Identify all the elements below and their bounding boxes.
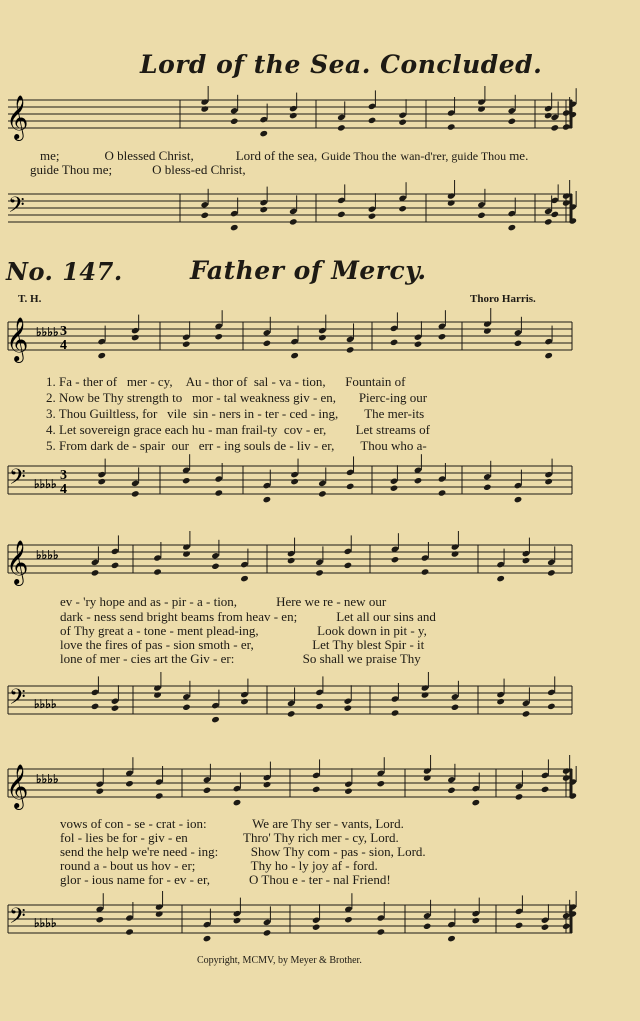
note-head: [515, 922, 524, 929]
note-head: [390, 485, 399, 492]
note-head: [344, 562, 353, 569]
svg-text:𝄞: 𝄞: [6, 764, 29, 808]
note-head: [522, 557, 531, 564]
note-head: [315, 569, 324, 576]
verse-line: fol - lies be for - giv - en Thro' Thy rich mer - cy, Lord.: [60, 830, 399, 845]
note-head: [544, 478, 553, 485]
svg-text:4: 4: [60, 482, 67, 497]
note-head: [541, 924, 550, 931]
note-head: [547, 569, 556, 576]
svg-text:3: 3: [60, 468, 67, 483]
copyright-notice: Copyright, MCMV, by Meyer & Brother.: [197, 955, 362, 966]
note-head: [562, 123, 571, 130]
svg-text:𝄢: 𝄢: [9, 685, 26, 715]
note-head: [391, 556, 400, 563]
treble-staff-concluded: [0, 92, 640, 142]
note-head: [515, 793, 524, 800]
note-head: [315, 703, 324, 710]
verse-line: ev - 'ry hope and as - pir - a - tion, Here we re - new our: [60, 594, 387, 609]
note-head: [131, 334, 140, 341]
note-head: [240, 575, 249, 582]
verse-line: 4. Let sovereign grace each hu - man frail-ty cov - er, Let streams of: [46, 422, 430, 437]
note-head: [233, 917, 242, 924]
verse-line: 2. Now be Thy strength to mor - tal weakness giv - en, Pierc-ing our: [46, 390, 428, 405]
bass-staff-2: [0, 678, 640, 728]
svg-text:♭♭♭♭: ♭♭♭♭: [34, 697, 57, 711]
note-head: [447, 199, 456, 206]
note-head: [211, 563, 220, 570]
note-head: [287, 710, 296, 717]
note-head: [398, 119, 407, 126]
note-head: [312, 924, 321, 931]
note-head: [477, 212, 486, 219]
note-head: [508, 224, 517, 231]
svg-text:♭♭♭♭: ♭♭♭♭: [36, 325, 59, 339]
note-head: [344, 916, 353, 923]
hymn-title: Father of Mercy.: [190, 256, 427, 285]
note-head: [346, 483, 355, 490]
note-head: [259, 130, 268, 137]
note-head: [91, 569, 100, 576]
note-head: [153, 691, 162, 698]
verse-line: 3. Thou Guiltless, for vile sin - ners in - ter - ced - ing, The mer-its: [46, 406, 425, 421]
svg-text:♭♭♭♭: ♭♭♭♭: [34, 477, 57, 491]
svg-text:𝄢: 𝄢: [8, 193, 25, 223]
treble-staff-3: [0, 761, 640, 811]
note-head: [438, 489, 447, 496]
note-head: [514, 496, 523, 503]
note-head: [368, 213, 377, 220]
note-head: [562, 774, 571, 781]
note-head: [514, 340, 523, 347]
note-head: [96, 916, 105, 923]
note-head: [153, 568, 162, 575]
note-head: [97, 478, 106, 485]
note-head: [155, 792, 164, 799]
note-head: [131, 490, 140, 497]
note-head: [447, 935, 456, 942]
note-head: [240, 698, 249, 705]
note-head: [111, 562, 120, 569]
note-head: [287, 557, 296, 564]
note-head: [483, 327, 492, 334]
note-head: [203, 935, 212, 942]
note-head: [477, 105, 486, 112]
note-head: [522, 710, 531, 717]
note-head: [544, 218, 553, 225]
note-head: [230, 118, 239, 125]
note-head: [544, 352, 553, 359]
verse-line: 1. Fa - ther of mer - cy, Au - thor of sal - va - tion, Fountain of: [46, 374, 406, 389]
note-head: [203, 787, 212, 794]
note-head: [483, 484, 492, 491]
bass-staff-concluded: [0, 186, 640, 236]
note-head: [346, 346, 355, 353]
svg-text:𝄞: 𝄞: [6, 317, 29, 361]
verse-line: glor - ious name for - ev - er, O Thou e - ter - nal Friend!: [60, 872, 391, 887]
note-head: [230, 224, 239, 231]
hymn-number: No. 147.: [6, 257, 123, 286]
note-head: [214, 333, 223, 340]
note-head: [550, 211, 559, 218]
section-title: Lord of the Sea. Concluded.: [140, 50, 543, 79]
note-head: [544, 112, 553, 119]
note-head: [562, 923, 571, 930]
note-head: [398, 205, 407, 212]
note-head: [96, 788, 105, 795]
note-head: [200, 105, 209, 112]
note-head: [289, 112, 298, 119]
note-head: [290, 478, 299, 485]
note-head: [344, 788, 353, 795]
note-head: [390, 339, 399, 346]
verse-line: love the fires of pas - sion smoth - er, Let Thy blest Spir - it: [60, 637, 425, 652]
note-head: [438, 333, 447, 340]
treble-staff-1: [0, 314, 640, 364]
note-head: [263, 781, 272, 788]
note-head: [541, 786, 550, 793]
note-head: [263, 929, 272, 936]
note-head: [155, 910, 164, 917]
note-head: [447, 123, 456, 130]
note-head: [421, 691, 430, 698]
music-credit: Thoro Harris.: [470, 293, 536, 305]
note-head: [337, 124, 346, 131]
note-head: [377, 780, 386, 787]
note-head: [472, 799, 481, 806]
verse-line: of Thy great a - tone - ment plead-ing, Look down in pit - y,: [60, 623, 427, 638]
note-head: [312, 786, 321, 793]
note-head: [200, 212, 209, 219]
note-head: [496, 698, 505, 705]
note-head: [97, 352, 106, 359]
note-head: [337, 211, 346, 218]
note-head: [547, 703, 556, 710]
verse-line: vows of con - se - crat - ion: We are Thy ser - vants, Lord.: [60, 816, 404, 831]
note-head: [496, 575, 505, 582]
note-head: [423, 774, 432, 781]
note-head: [91, 703, 100, 710]
svg-text:♭♭♭♭: ♭♭♭♭: [34, 916, 57, 930]
note-head: [290, 352, 299, 359]
note-head: [421, 568, 430, 575]
note-head: [263, 340, 272, 347]
time-sig-top: 3: [60, 324, 67, 339]
bass-staff-1: [0, 458, 640, 508]
note-head: [550, 124, 559, 131]
svg-text:𝄢: 𝄢: [9, 904, 26, 934]
note-head: [125, 928, 134, 935]
note-head: [451, 550, 460, 557]
note-head: [423, 923, 432, 930]
lyric-line: me; O blessed Christ, Lord of the sea, Guide Thou the wan-d'rer, guide Thou me.: [40, 148, 529, 163]
svg-text:♭♭♭♭: ♭♭♭♭: [36, 772, 59, 786]
note-head: [182, 477, 191, 484]
note-head: [377, 928, 386, 935]
note-head: [182, 550, 191, 557]
note-head: [344, 705, 353, 712]
note-head: [111, 705, 120, 712]
note-head: [451, 704, 460, 711]
note-head: [391, 709, 400, 716]
note-head: [233, 799, 242, 806]
note-head: [368, 117, 377, 124]
note-head: [211, 716, 220, 723]
svg-text:𝄢: 𝄢: [9, 465, 26, 495]
note-head: [182, 341, 191, 348]
note-head: [214, 489, 223, 496]
svg-text:♭♭♭♭: ♭♭♭♭: [36, 548, 59, 562]
note-head: [259, 206, 268, 213]
verse-line: dark - ness send bright beams from heav - en; Let all our sins and: [60, 609, 436, 624]
note-head: [263, 496, 272, 503]
note-head: [447, 787, 456, 794]
verse-line: round a - bout us hov - er; Thy ho - ly joy af - ford.: [60, 858, 378, 873]
verse-line: send the help we're need - ing: Show Thy com - pas - sion, Lord.: [60, 844, 426, 859]
words-credit: T. H.: [18, 293, 42, 305]
lyric-line: guide Thou me; O bless-ed Christ,: [30, 162, 246, 177]
treble-staff-2: [0, 537, 640, 587]
time-sig-bottom: 4: [60, 338, 67, 353]
note-head: [318, 334, 327, 341]
verse-line: lone of mer - cies art the Giv - er: So shall we praise Thy: [60, 651, 421, 666]
note-head: [508, 118, 517, 125]
note-head: [414, 477, 423, 484]
svg-text:𝄞: 𝄞: [6, 95, 29, 139]
note-head: [125, 780, 134, 787]
note-head: [562, 199, 571, 206]
note-head: [472, 917, 481, 924]
note-head: [414, 341, 423, 348]
bass-staff-3: [0, 897, 640, 947]
svg-text:𝄞: 𝄞: [6, 540, 29, 584]
verse-line: 5. From dark de - spair our err - ing souls de - liv - er, Thou who a-: [46, 438, 427, 453]
note-head: [318, 490, 327, 497]
note-head: [182, 704, 191, 711]
note-head: [289, 218, 298, 225]
